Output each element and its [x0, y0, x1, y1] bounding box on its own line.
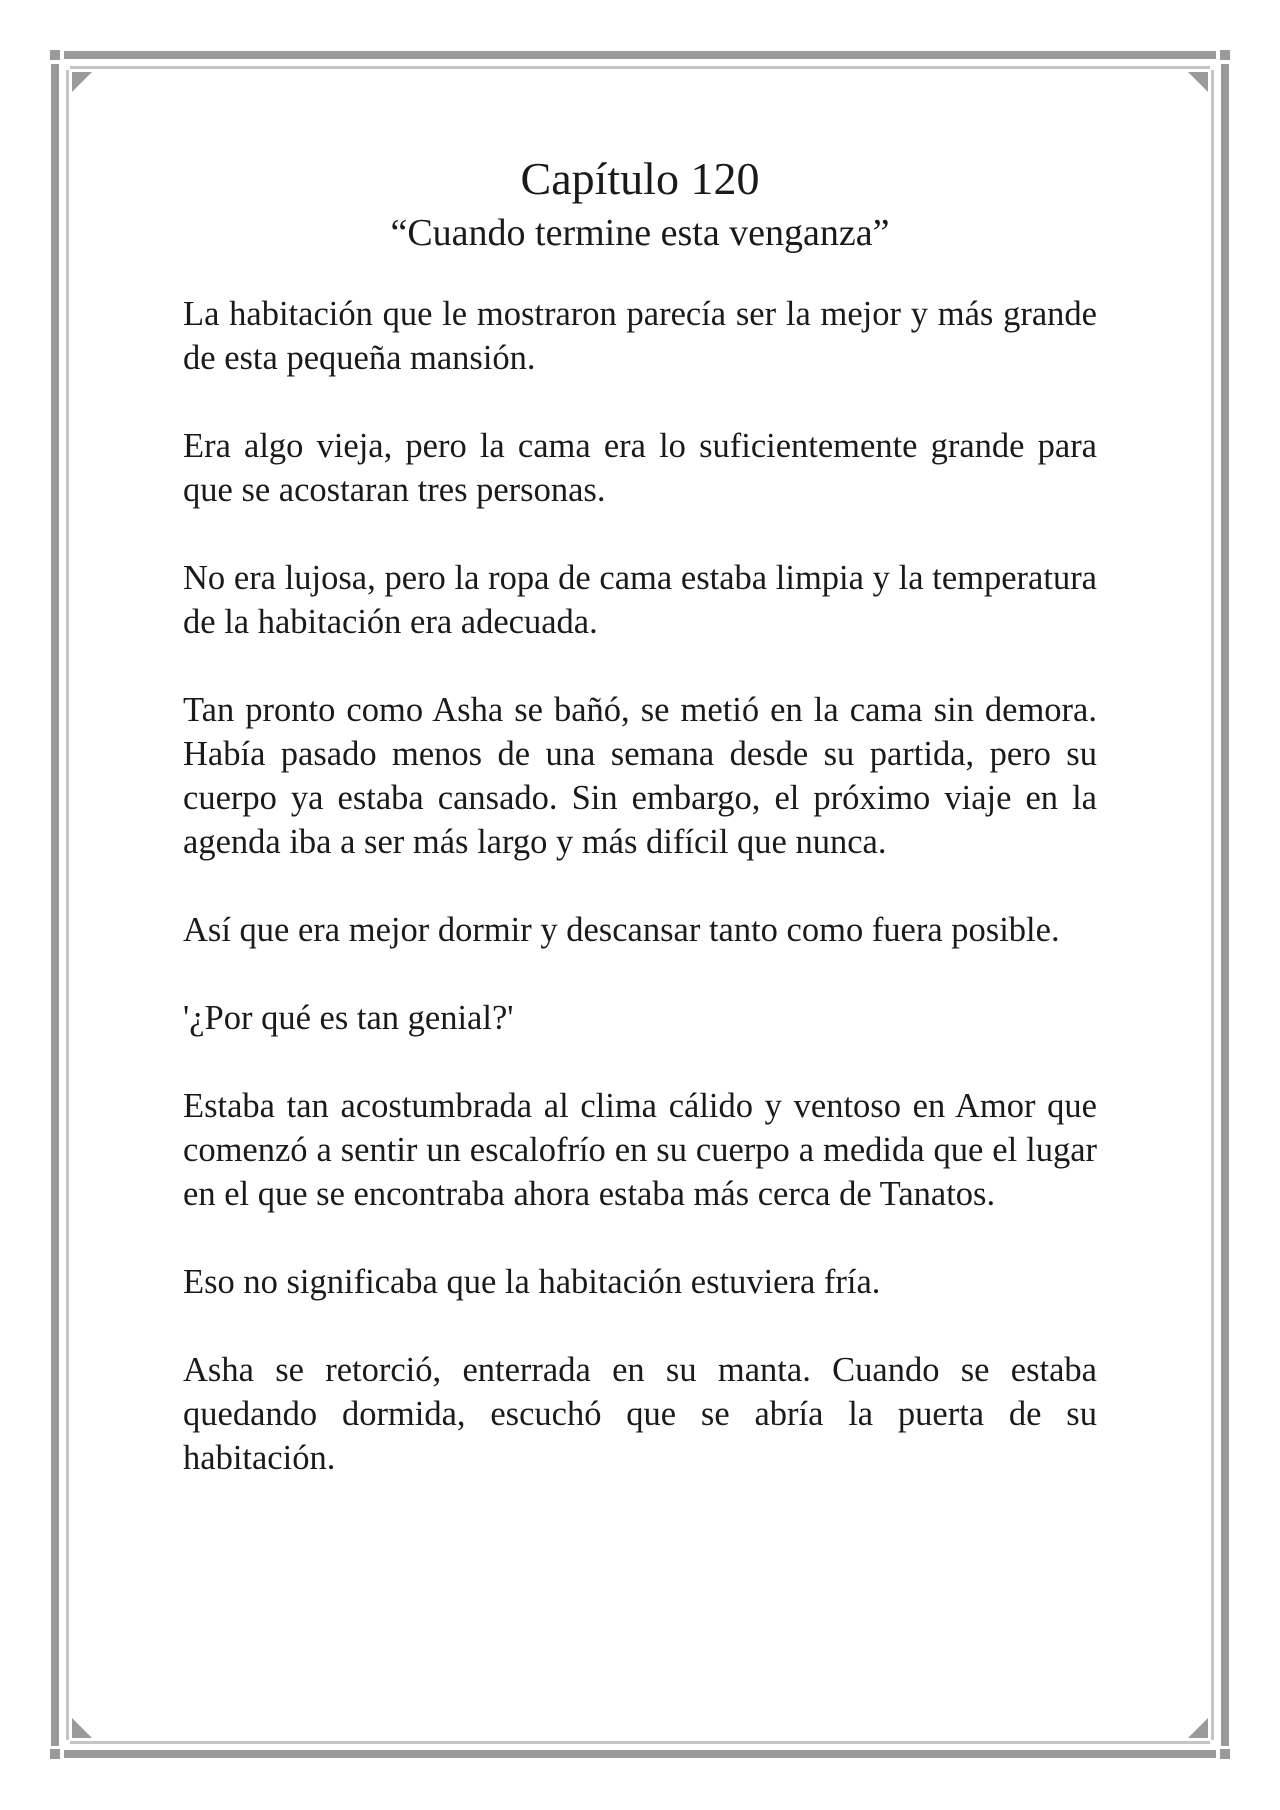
chapter-subtitle: “Cuando termine esta venganza” [390, 212, 890, 254]
paragraph: Así que era mejor dormir y descansar tanto como fuera posible. [183, 911, 1060, 949]
paragraph: Eso no significaba que la habitación estuviera fría. [183, 1263, 881, 1301]
chapter-page [183, 150, 1097, 1524]
paragraph: '¿Por qué es tan genial?' [183, 999, 514, 1037]
chapter-title: Capítulo 120 [520, 153, 760, 204]
paragraph: Estaba tan acostumbrada al clima cálido y ventoso en Amor que comenzó a sentir un escalofrío en su cuerpo a medida que el lugar en el que se encontraba ahora estaba más cerca de Tanatos. [183, 1087, 1097, 1213]
paragraph: Asha se retorció, enterrada en su manta. Cuando se estaba quedando dormida, escuchó que se abría la puerta de su habitación. [183, 1351, 1097, 1477]
paragraph: Era algo vieja, pero la cama era lo suficientemente grande para que se acostaran tres personas. [183, 427, 1097, 509]
paragraph: La habitación que le mostraron parecía ser la mejor y más grande de esta pequeña mansión. [183, 295, 1097, 377]
paragraph: Tan pronto como Asha se bañó, se metió en la cama sin demora. Había pasado menos de una semana desde su partida, pero su cuerpo ya estaba cansado. Sin embargo, el próximo viaje en la agenda iba a ser más largo y más difícil que nunca. [183, 691, 1097, 861]
paragraph: No era lujosa, pero la ropa de cama estaba limpia y la temperatura de la habitación era adecuada. [183, 559, 1097, 641]
